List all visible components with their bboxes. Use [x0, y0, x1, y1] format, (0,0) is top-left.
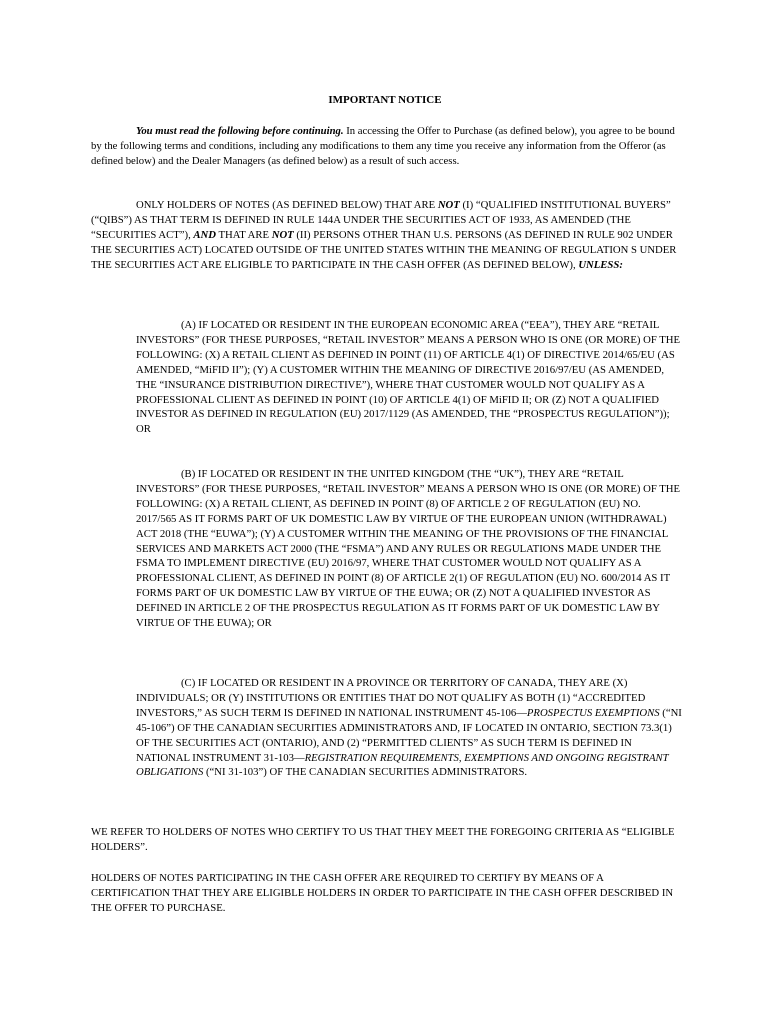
clause-c-paragraph: [136, 676, 682, 780]
clause-c-italic-1: PROSPECTUS EXEMPTIONS: [526, 706, 660, 719]
eligible-holders-paragraph: WE REFER TO HOLDERS OF NOTES WHO CERTIFY TO US THAT THEY MEET THE FOREGOING CRITERIA AS “ELIGIBLE HOLDERS”.: [91, 826, 675, 853]
eligibility-paragraph: [91, 198, 682, 273]
eligibility-text-4: (II) PERSONS OTHER THAN U.S. PERSONS (AS DEFINED IN RULE 902 UNDER THE SECURITIES ACT) LOCATED OUTSIDE OF THE UNITED STATES WITHIN THE MEANING OF REGULATION S UNDER THE SECURITIES ACT ARE ELIGIBLE TO PARTICIPATE IN THE CASH OFFER (AS DEFINED BELOW),: [91, 228, 677, 271]
clause-c-text-1: (C) IF LOCATED OR RESIDENT IN A PROVINCE OR TERRITORY OF CANADA, THEY ARE (X) INDIVIDUALS; OR (Y) INSTITUTIONS OR ENTITIES THAT DO NOT QUALIFY AS BOTH (1) “ACCREDITED INVESTORS,” AS SUCH TERM IS DEFINED IN NATIONAL INSTRUMENT 45-106—: [136, 677, 646, 719]
certification-paragraph: HOLDERS OF NOTES PARTICIPATING IN THE CASH OFFER ARE REQUIRED TO CERTIFY BY MEANS OF A CERTIFICATION THAT THEY ARE ELIGIBLE HOLDERS IN ORDER TO PARTICIPATE IN THE CASH OFFER DESCRIBED IN THE OFFER TO PURCHASE.: [91, 872, 674, 914]
intro-paragraph: [91, 124, 682, 169]
eligibility-not-2: NOT: [271, 228, 294, 241]
eligibility-text-1: ONLY HOLDERS OF NOTES (AS DEFINED BELOW) THAT ARE: [136, 199, 438, 211]
intro-body: In accessing the Offer to Purchase (as defined below), you agree to be bound by the following terms and conditions, including any modifications to them any time you receive any information from the Offeror (as defined below) and the Dealer Managers (as defined below) as a result of such access.: [91, 125, 675, 167]
clause-b-paragraph: (B) IF LOCATED OR RESIDENT IN THE UNITED KINGDOM (THE “UK”), THEY ARE “RETAIL INVESTORS” (FOR THESE PURPOSES, “RETAIL INVESTOR” MEANS A PERSON WHO IS ONE (OR MORE) OF THE FOLLOWING: (X) A RETAIL CLIENT, AS DEFINED IN POINT (8) OF ARTICLE 2 OF REGULATION (EU) NO. 2017/565 AS IT FORMS PART OF UK DOMESTIC LAW BY VIRTUE OF THE EUROPEAN UNION (WITHDRAWAL) ACT 2018 (THE “EUWA”); (Y) A CUSTOMER WITHIN THE MEANING OF THE PROVISIONS OF THE FINANCIAL SERVICES AND MARKETS ACT 2000 (THE “FSMA”) AND ANY RULES OR REGULATIONS MADE UNDER THE FSMA TO IMPLEMENT DIRECTIVE (EU) 2016/97, WHERE THAT CUSTOMER WOULD NOT QUALIFY AS A PROFESSIONAL CLIENT, AS DEFINED IN POINT (8) OF ARTICLE 2(1) OF REGULATION (EU) NO. 600/2014 AS IT FORMS PART OF UK DOMESTIC LAW BY VIRTUE OF THE EUWA; OR (Z) NOT A QUALIFIED INVESTOR AS DEFINED IN ARTICLE 2 OF THE PROSPECTUS REGULATION AS IT FORMS PART OF UK DOMESTIC LAW BY VIRTUE OF THE EUWA); OR: [136, 468, 681, 630]
clause-a-paragraph: (A) IF LOCATED OR RESIDENT IN THE EUROPEAN ECONOMIC AREA (“EEA”), THEY ARE “RETAIL INVESTORS” (FOR THESE PURPOSES, “RETAIL INVESTOR” MEANS A PERSON WHO IS ONE (OR MORE) OF THE FOLLOWING: (X) A RETAIL CLIENT AS DEFINED IN POINT (11) OF ARTICLE 4(1) OF DIRECTIVE 2014/65/EU (AS AMENDED, “MiFID II”); (Y) A CUSTOMER WITHIN THE MEANING OF DIRECTIVE 2016/97/EU (AS AMENDED, THE “INSURANCE DISTRIBUTION DIRECTIVE”), WHERE THAT CUSTOMER WOULD NOT QUALIFY AS A PROFESSIONAL CLIENT AS DEFINED IN POINT (10) OF ARTICLE 4(1) OF MiFID II; OR (Z) NOT A QUALIFIED INVESTOR AS DEFINED IN REGULATION (EU) 2017/1129 (AS AMENDED, THE “PROSPECTUS REGULATION”)); OR: [136, 319, 681, 436]
notice-title: IMPORTANT NOTICE: [328, 94, 442, 106]
clause-c-text-3: (“NI 31-103”) OF THE CANADIAN SECURITIES ADMINISTRATORS.: [203, 766, 528, 779]
clause-c-italic-2: REGISTRATION REQUIREMENTS, EXEMPTIONS AND ONGOING REGISTRANT OBLIGATIONS: [136, 751, 669, 779]
clause-c-text-2: (“NI 45-106”) OF THE CANADIAN SECURITIES ADMINISTRATORS AND, IF LOCATED IN ONTARIO, SECTION 73.3(1) OF THE SECURITIES ACT (ONTARIO), AND (2) “PERMITTED CLIENTS” AS SUCH TERM IS DEFINED IN NATIONAL INSTRUMENT 31-103—: [136, 706, 682, 764]
eligibility-text-2: (I) “QUALIFIED INSTITUTIONAL BUYERS” (“QIBS”) AS THAT TERM IS DEFINED IN RULE 144A UNDER THE SECURITIES ACT OF 1933, AS AMENDED (THE “SECURITIES ACT”),: [91, 199, 671, 241]
eligibility-and: AND: [193, 228, 216, 241]
eligibility-unless: UNLESS:: [578, 258, 623, 271]
eligibility-not-1: NOT: [437, 199, 460, 211]
eligibility-text-3: THAT ARE: [216, 228, 272, 241]
intro-lead: You must read the following before continuing.: [136, 125, 344, 137]
